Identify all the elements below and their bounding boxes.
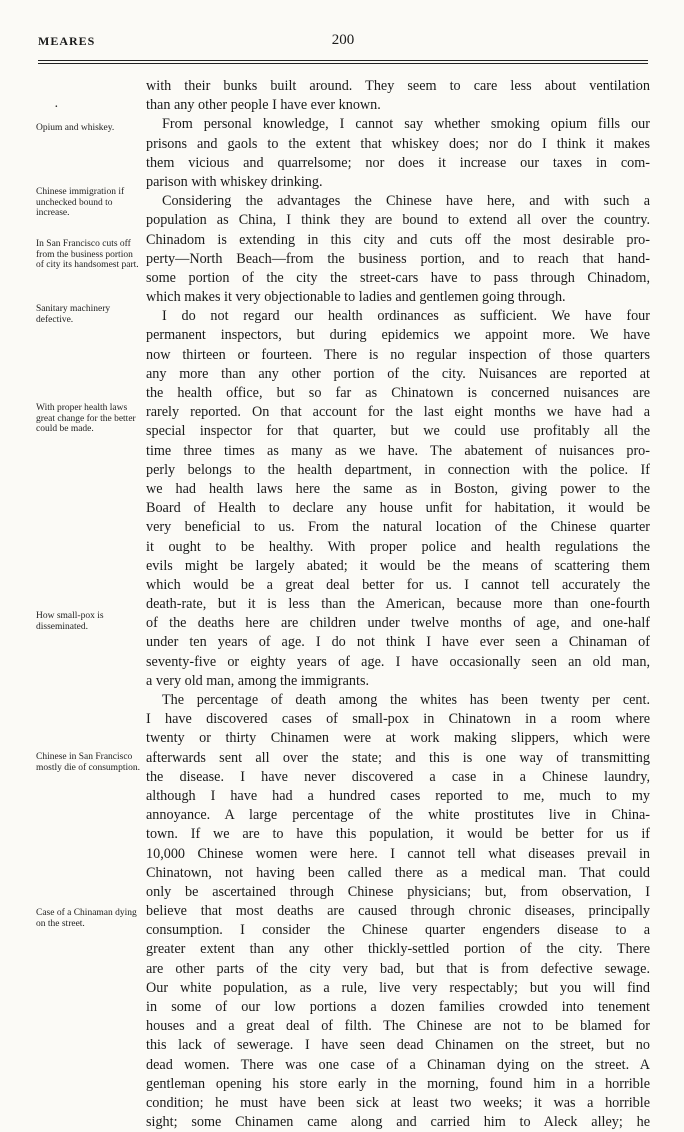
body-line: perly belongs to the health department, in connection with the police. If <box>146 461 650 478</box>
margin-note-opium: Opium and whiskey. <box>36 123 115 133</box>
body-line: town. If we are to have this population, it would be better for us if <box>146 826 650 843</box>
body-line: rarely reported. On that account for the last eight months we have had a <box>146 404 650 421</box>
body-line: I do not regard our health ordinances as sufficient. We have four <box>162 308 650 325</box>
margin-note-immigration: Chinese immigration if unchecked bound to increase. <box>36 187 125 218</box>
margin-note-sanitary: Sanitary machinery defective. <box>36 304 111 325</box>
body-line: some portion of the city the street-cars have to pass through Chinadom, <box>146 269 650 286</box>
body-line: special inspector for that quarter, but we could use profitably all the <box>146 423 650 440</box>
body-line: death-rate, but it is less than the American, because more than one-fourth <box>146 596 650 613</box>
body-line: of the deaths here are children under twelve months of age, and one-half <box>146 615 650 632</box>
body-line: this lack of sewerage. I have seen dead Chinamen on the street, but no <box>146 1037 650 1054</box>
body-line: annoyance. A large percentage of the white prostitutes live in China- <box>146 807 650 824</box>
body-line: are other parts of the city very bad, but that is from defective sewage. <box>146 960 650 977</box>
body-line: I have discovered cases of small-pox in Chinatown in a room where <box>146 711 650 728</box>
body-line: 10,000 Chinese women were here. I cannot tell what diseases prevail in <box>146 845 650 862</box>
body-line: greater extent than any other thickly-settled portion of the city. There <box>146 941 650 958</box>
body-line: afterwards sent all over the state; and this is one way of transmitting <box>146 749 650 766</box>
body-line: time three times as many as we have. The abatement of nuisances pro- <box>146 442 650 459</box>
body-line: we had health laws here the same as in Boston, giving power to the <box>146 480 650 497</box>
body-line: Our white population, as a rule, live very respectably; but you will find <box>146 979 650 996</box>
body-line: gentleman opening his store early in the morning, found him in a horrible <box>146 1075 650 1092</box>
body-line: any more than any other portion of the city. Nuisances are reported at <box>146 365 650 382</box>
body-line: Considering the advantages the Chinese have here, and with such a <box>162 193 650 210</box>
body-line: parison with whiskey drinking. <box>146 173 323 190</box>
body-line: sight; some Chinamen came along and carried him to Aleck alley; he <box>146 1114 650 1131</box>
margin-note-street-case: Case of a Chinaman dying on the street. <box>36 908 137 929</box>
body-line: the health office, but so far as Chinatown is concerned nuisances are <box>146 385 650 401</box>
body-line: condition; he must have been sick at least two weeks; it was a horrible <box>146 1094 650 1111</box>
body-line: twenty or thirty Chinamen were at work making slippers, which were <box>146 730 650 747</box>
body-line: population as China, I think they are bound to extend all over the country. <box>146 212 650 229</box>
margin-notes-column <box>36 0 140 1024</box>
body-line: with their bunks built around. They seem to care less about ventilation <box>146 78 650 94</box>
body-line: consumption. I consider the Chinese quarter engenders disease to a <box>146 922 650 939</box>
body-line: seventy-five or eighty years of age. I have occasionally seen an old man, <box>146 653 650 670</box>
body-text <box>146 77 650 1132</box>
body-line: evils might be largely abated; it would be the means of scattering them <box>146 557 650 574</box>
body-line: now thirteen or fourteen. There is no regular inspection of those quarters <box>146 346 650 363</box>
body-line: than any other people I have ever known. <box>146 97 381 114</box>
body-line: in some of our low portions a dozen families crowded into tenement <box>146 999 650 1015</box>
body-line: a very old man, among the immigrants. <box>146 672 370 689</box>
page-number: 200 <box>331 32 355 48</box>
body-line: which would be a great deal better for us. I cannot tell accurately the <box>146 576 650 593</box>
body-line: believe that most deaths are caused through chronic diseases, principally <box>146 903 650 920</box>
body-line: prisons and gaols to the extent that whiskey does; nor do I think it makes <box>146 135 650 152</box>
margin-note-san-francisco: In San Francisco cuts off from the business portion of city its handsomest part. <box>36 239 139 270</box>
body-line: only be ascertained through Chinese physicians; but, from observation, I <box>146 883 650 900</box>
body-line: Board of Health to declare any house unfit for habitation, it would be <box>146 500 650 517</box>
body-line: very beneficial to us. From the natural location of the Chinese quarter <box>146 519 650 536</box>
body-line: although I have had a hundred cases reported to me, much to my <box>146 787 650 804</box>
body-line: it ought to be healthy. With proper police and health regulations the <box>146 538 650 555</box>
running-head: MEARES <box>38 34 96 48</box>
body-line: From personal knowledge, I cannot say whether smoking opium fills our <box>162 116 650 133</box>
body-line: the disease. I have never discovered a case in a Chinese laundry, <box>146 768 650 785</box>
body-line: under ten years of age. I do not think I have ever seen a Chinaman of <box>146 634 650 651</box>
body-line: perty—North Beach—from the business portion, and to reach that hand- <box>146 250 650 267</box>
margin-note-health-laws: With proper health laws great change for the better could be made. <box>36 403 136 434</box>
body-line: houses and a great deal of filth. The Chinese are not to be blamed for <box>146 1018 650 1035</box>
margin-dot: · <box>54 100 59 115</box>
body-line: Chinadom is extending in this city and cuts off the most desirable pro- <box>146 231 650 248</box>
body-line: which makes it very objectionable to ladies and gentlemen going through. <box>146 289 566 306</box>
body-line: permanent inspectors, but during epidemics we appoint more. We have <box>146 327 650 344</box>
body-line: Chinatown, not having been called there as a medical man. That could <box>146 864 650 881</box>
body-line: The percentage of death among the whites has been twenty per cent. <box>162 692 650 708</box>
margin-note-small-pox: How small-pox is disseminated. <box>36 611 104 632</box>
body-line: them vicious and quarrelsome; nor does it increase our taxes in com- <box>146 154 650 171</box>
margin-note-consumption: Chinese in San Francisco mostly die of consumption. <box>36 752 140 773</box>
body-line: dead women. There was one case of a Chinaman dying on the street. A <box>146 1056 650 1073</box>
